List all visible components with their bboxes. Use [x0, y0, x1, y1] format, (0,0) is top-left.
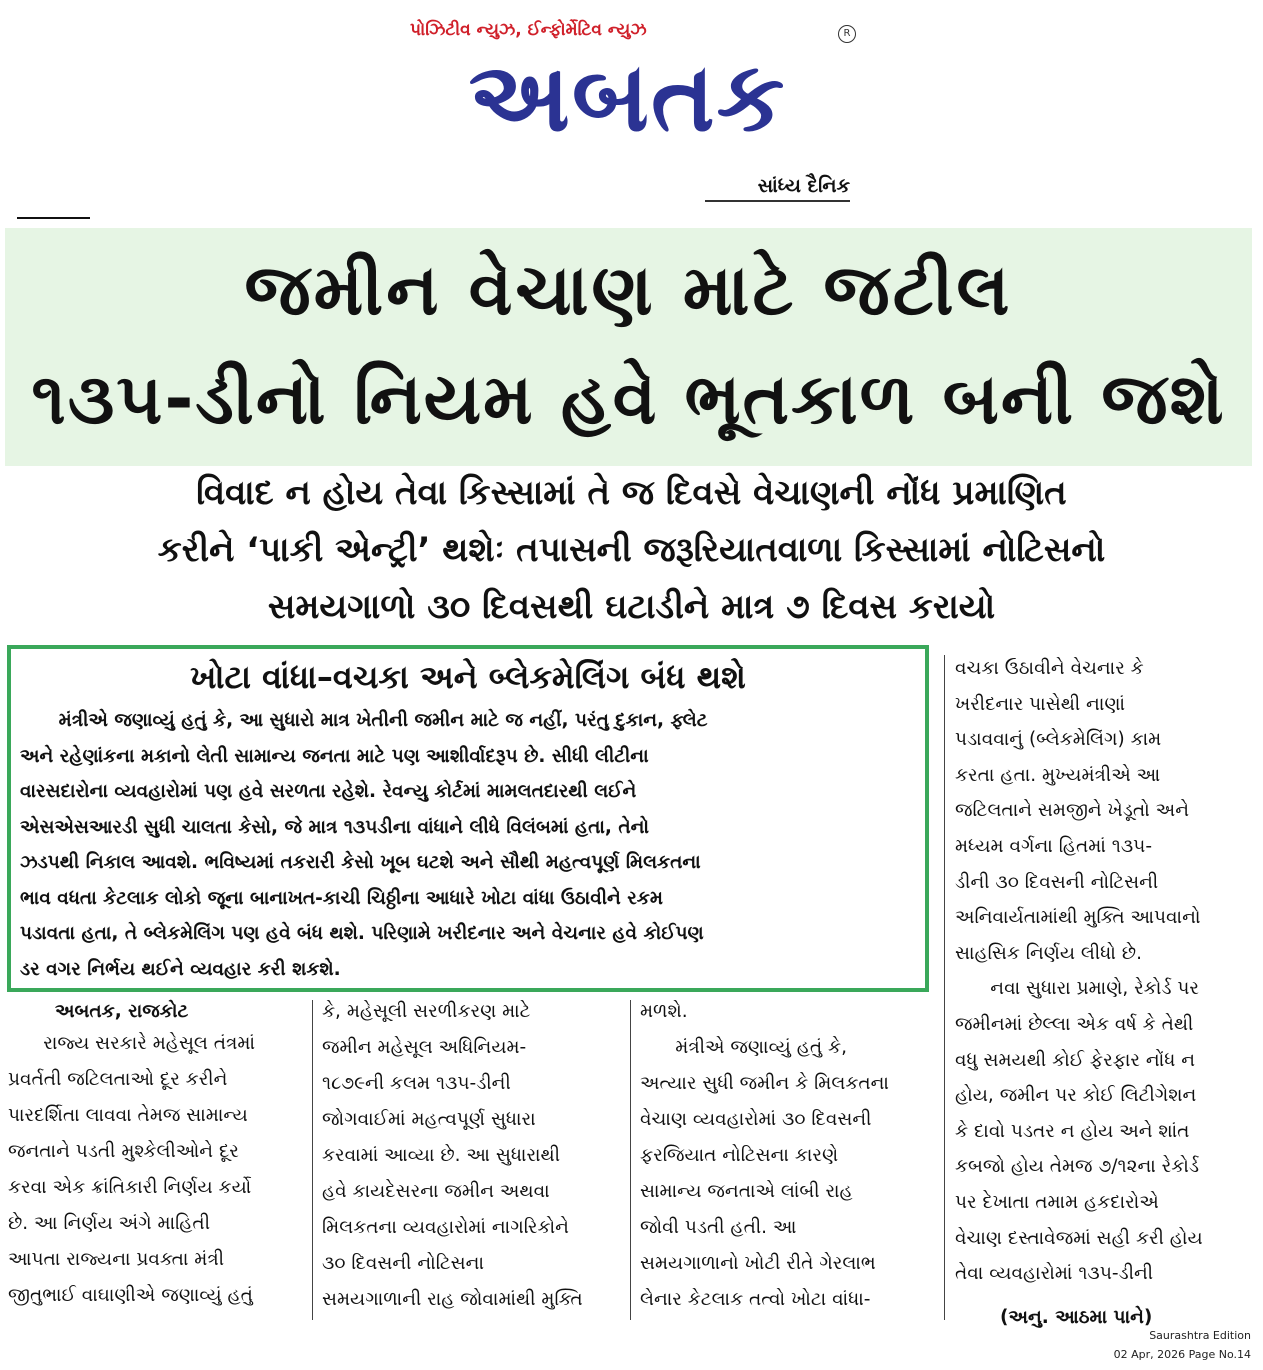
text-line: જોવી પડતી હતી. આ	[640, 1217, 797, 1238]
text-line: કરવા એક ક્રાંતિકારી નિર્ણય કર્યો	[8, 1177, 252, 1198]
continued-note: (અનુ. આઠમા પાને)	[1000, 1307, 1153, 1328]
text-line: ભાવ વધતા કેટલાક લોકો જૂના બાનાખત-કાચી ચિઠ્ઠીના આધારે ખોટા વાંધા ઉઠાવીને રકમ	[20, 887, 663, 909]
text-line: અનિવાર્યતામાંથી મુક્તિ આપવાનો	[955, 907, 1201, 929]
text-line: વચકા ઉઠાવીને વેચનાર કે	[955, 658, 1144, 679]
text-line: લેનાર કેટલાક તત્વો ખોટા વાંધા-	[640, 1289, 871, 1310]
text-line: પડાવતા હતા, તે બ્લેકમેલિંગ પણ હવે બંધ થશે. પરિણામે ખરીદનાર અને વેચનાર હવે કોઈપણ	[20, 923, 704, 944]
text-line: મંત્રીએ જણાવ્યું હતું કે, આ સુધારો માત્ર ખેતીની જમીન માટે જ નહીં, પરંતુ દુકાન, ફ્લેટ	[20, 710, 708, 731]
masthead-logo: અબતક	[468, 41, 787, 153]
text-line: વધુ સમયથી કોઈ ફેરફાર નોંધ ન	[955, 1049, 1196, 1071]
text-line: ખરીદનાર પાસેથી નાણાં	[955, 693, 1126, 715]
text-line: જીતુભાઈ વાઘાણીએ જણાવ્યું હતું	[8, 1285, 253, 1306]
text-line: મધ્યમ વર્ગના હિતમાં ૧૩૫-	[955, 836, 1152, 857]
text-line: પ્રવર્તતી જટિલતાઓ દૂર કરીને	[8, 1069, 228, 1090]
text-line: ૧૮૭૯ની કલમ ૧૩૫-ડીની	[322, 1073, 511, 1094]
deck-line-3: સમયગાળો ૩૦ દિવસથી ઘટાડીને માત્ર ૭ દિવસ કરાયો	[267, 587, 996, 627]
text-line: કબજો હોય તેમજ ૭/૧૨ના રેકોર્ડ	[955, 1156, 1200, 1178]
text-line: વારસદારોના વ્યવહારોમાં પણ હવે સરળતા રહેશે. રેવન્યુ કોર્ટમાં મામલતદારથી લઈને	[20, 781, 637, 802]
text-line: કે દાવો પડતર ન હોય અને શાંત	[955, 1120, 1190, 1142]
text-line: હવે કાયદેસરના જમીન અથવા	[322, 1181, 550, 1202]
text-line: રાજ્ય સરકારે મહેસૂલ તંત્રમાં	[8, 1033, 256, 1054]
box-title: ખોટા વાંધા–વચકા અને બ્લેકમેલિંગ બંધ થશે	[190, 658, 746, 696]
footer-date-page: 02 Apr, 2026 Page No.14	[1113, 1348, 1251, 1361]
byline: અબતક, રાજકોટ	[55, 1001, 189, 1022]
text-line: મિલકતના વ્યવહારોમાં નાગરિકોને	[322, 1217, 569, 1238]
text-line: કરવામાં આવ્યા છે. આ સુધારાથી	[322, 1145, 561, 1166]
text-line: પર દેખાતા તમામ હકદારોએ	[955, 1192, 1159, 1213]
deck-line-1: વિવાદ ન હોય તેવા કિસ્સામાં તે જ દિવસે વેચાણની નોંધ પ્રમાણિત	[196, 473, 1067, 513]
text-line: સામાન્ય જનતાએ લાંબી રાહ	[640, 1181, 853, 1202]
text-line: સમયગાળાનો ખોટી રીતે ગેરલાભ	[640, 1253, 876, 1274]
text-line: પડાવવાનું (બ્લેકમેલિંગ) કામ	[955, 729, 1162, 751]
text-line: એસએસઆરડી સુધી ચાલતા કેસો, જે માત્ર ૧૩૫ડીના વાંધાને લીધે વિલંબમાં હતા, તેનો	[20, 816, 650, 838]
text-line: નવા સુધારા પ્રમાણે, રેકોર્ડ પર	[955, 978, 1199, 1000]
headline-line-2: ૧૩૫-ડીનો નિયમ હવે ભૂતકાળ બની જશે	[31, 358, 1226, 440]
deck-line-2: કરીને ‘પાકી એન્ટ્રી’ થશેઃ તપાસની જરૂરિયાતવાળા કિસ્સામાં નોટિસનો	[157, 530, 1106, 570]
text-line: અને રહેણાંકના મકાનો લેતી સામાન્ય જનતા માટે પણ આશીર્વાદરૂપ છે. સીધી લીટીના	[20, 745, 649, 767]
section-rule	[17, 217, 90, 219]
text-line: છે. આ નિર્ણય અંગે માહિતી	[8, 1213, 210, 1234]
text-line: કરતા હતા. મુખ્યમંત્રીએ આ	[955, 764, 1161, 786]
text-line: ડીની ૩૦ દિવસની નોટિસની	[955, 871, 1159, 893]
text-line: મંત્રીએ જણાવ્યું હતું કે,	[640, 1037, 847, 1058]
text-line: સમયગાળાની રાહ જોવામાંથી મુક્તિ	[322, 1289, 583, 1310]
text-line: આપતા રાજ્યના પ્રવક્તા મંત્રી	[8, 1249, 224, 1270]
text-line: ફરજિયાત નોટિસના કારણે	[640, 1145, 839, 1166]
text-line: હોય, જમીન પર કોઈ લિટીગેશન	[955, 1085, 1197, 1107]
text-line: સાહસિક નિર્ણય લીધો છે.	[955, 942, 1142, 964]
column-divider	[312, 1000, 313, 1320]
text-line: કે, મહેસૂલી સરળીકરણ માટે	[322, 1001, 531, 1022]
text-line: વેચાણ વ્યવહારોમાં ૩૦ દિવસની	[640, 1109, 872, 1130]
text-line: મળશે.	[640, 1001, 688, 1022]
text-line: તેવા વ્યવહારોમાં ૧૩૫-ડીની	[955, 1263, 1154, 1285]
column-divider	[630, 1000, 631, 1320]
text-line: ૩૦ દિવસની નોટિસના	[322, 1253, 484, 1274]
column-divider	[944, 655, 945, 1320]
text-line: જનતાને પડતી મુશ્કેલીઓને દૂર	[8, 1141, 239, 1162]
text-line: ઝડપથી નિકાલ આવશે. ભવિષ્યમાં તકરારી કેસો ખૂબ ઘટશે અને સૌથી મહત્વપૂર્ણ મિલકતના	[20, 852, 701, 873]
text-line: જોગવાઈમાં મહત્વપૂર્ણ સુધારા	[322, 1109, 536, 1130]
text-line: અત્યાર સુધી જમીન કે મિલકતના	[640, 1073, 889, 1094]
text-line: જટિલતાને સમજીને ખેડૂતો અને	[955, 800, 1189, 822]
headline-line-1: જમીન વેચાણ માટે જટીલ	[244, 249, 1013, 331]
text-line: વેચાણ દસ્તાવેજમાં સહી કરી હોય	[955, 1227, 1203, 1249]
text-line: ડર વગર નિર્ભય થઈને વ્યવહાર કરી શકશે.	[20, 958, 341, 980]
text-line: જમીન મહેસૂલ અધિનિયમ-	[322, 1037, 527, 1058]
masthead-subtitle: સાંધ્ય દૈનિક	[757, 175, 850, 197]
text-line: પારદર્શિતા લાવવા તેમજ સામાન્ય	[8, 1105, 248, 1126]
text-line: જમીનમાં છેલ્લા એક વર્ષ કે તેથી	[955, 1014, 1194, 1035]
registered-mark-icon: R	[838, 25, 856, 43]
footer-edition: Saurashtra Edition	[1149, 1329, 1251, 1342]
subtitle-underline	[705, 200, 850, 202]
masthead-tagline: પોઝિટીવ ન્યુઝ, ઈન્ફોર્મેટિવ ન્યુઝ	[410, 20, 647, 40]
